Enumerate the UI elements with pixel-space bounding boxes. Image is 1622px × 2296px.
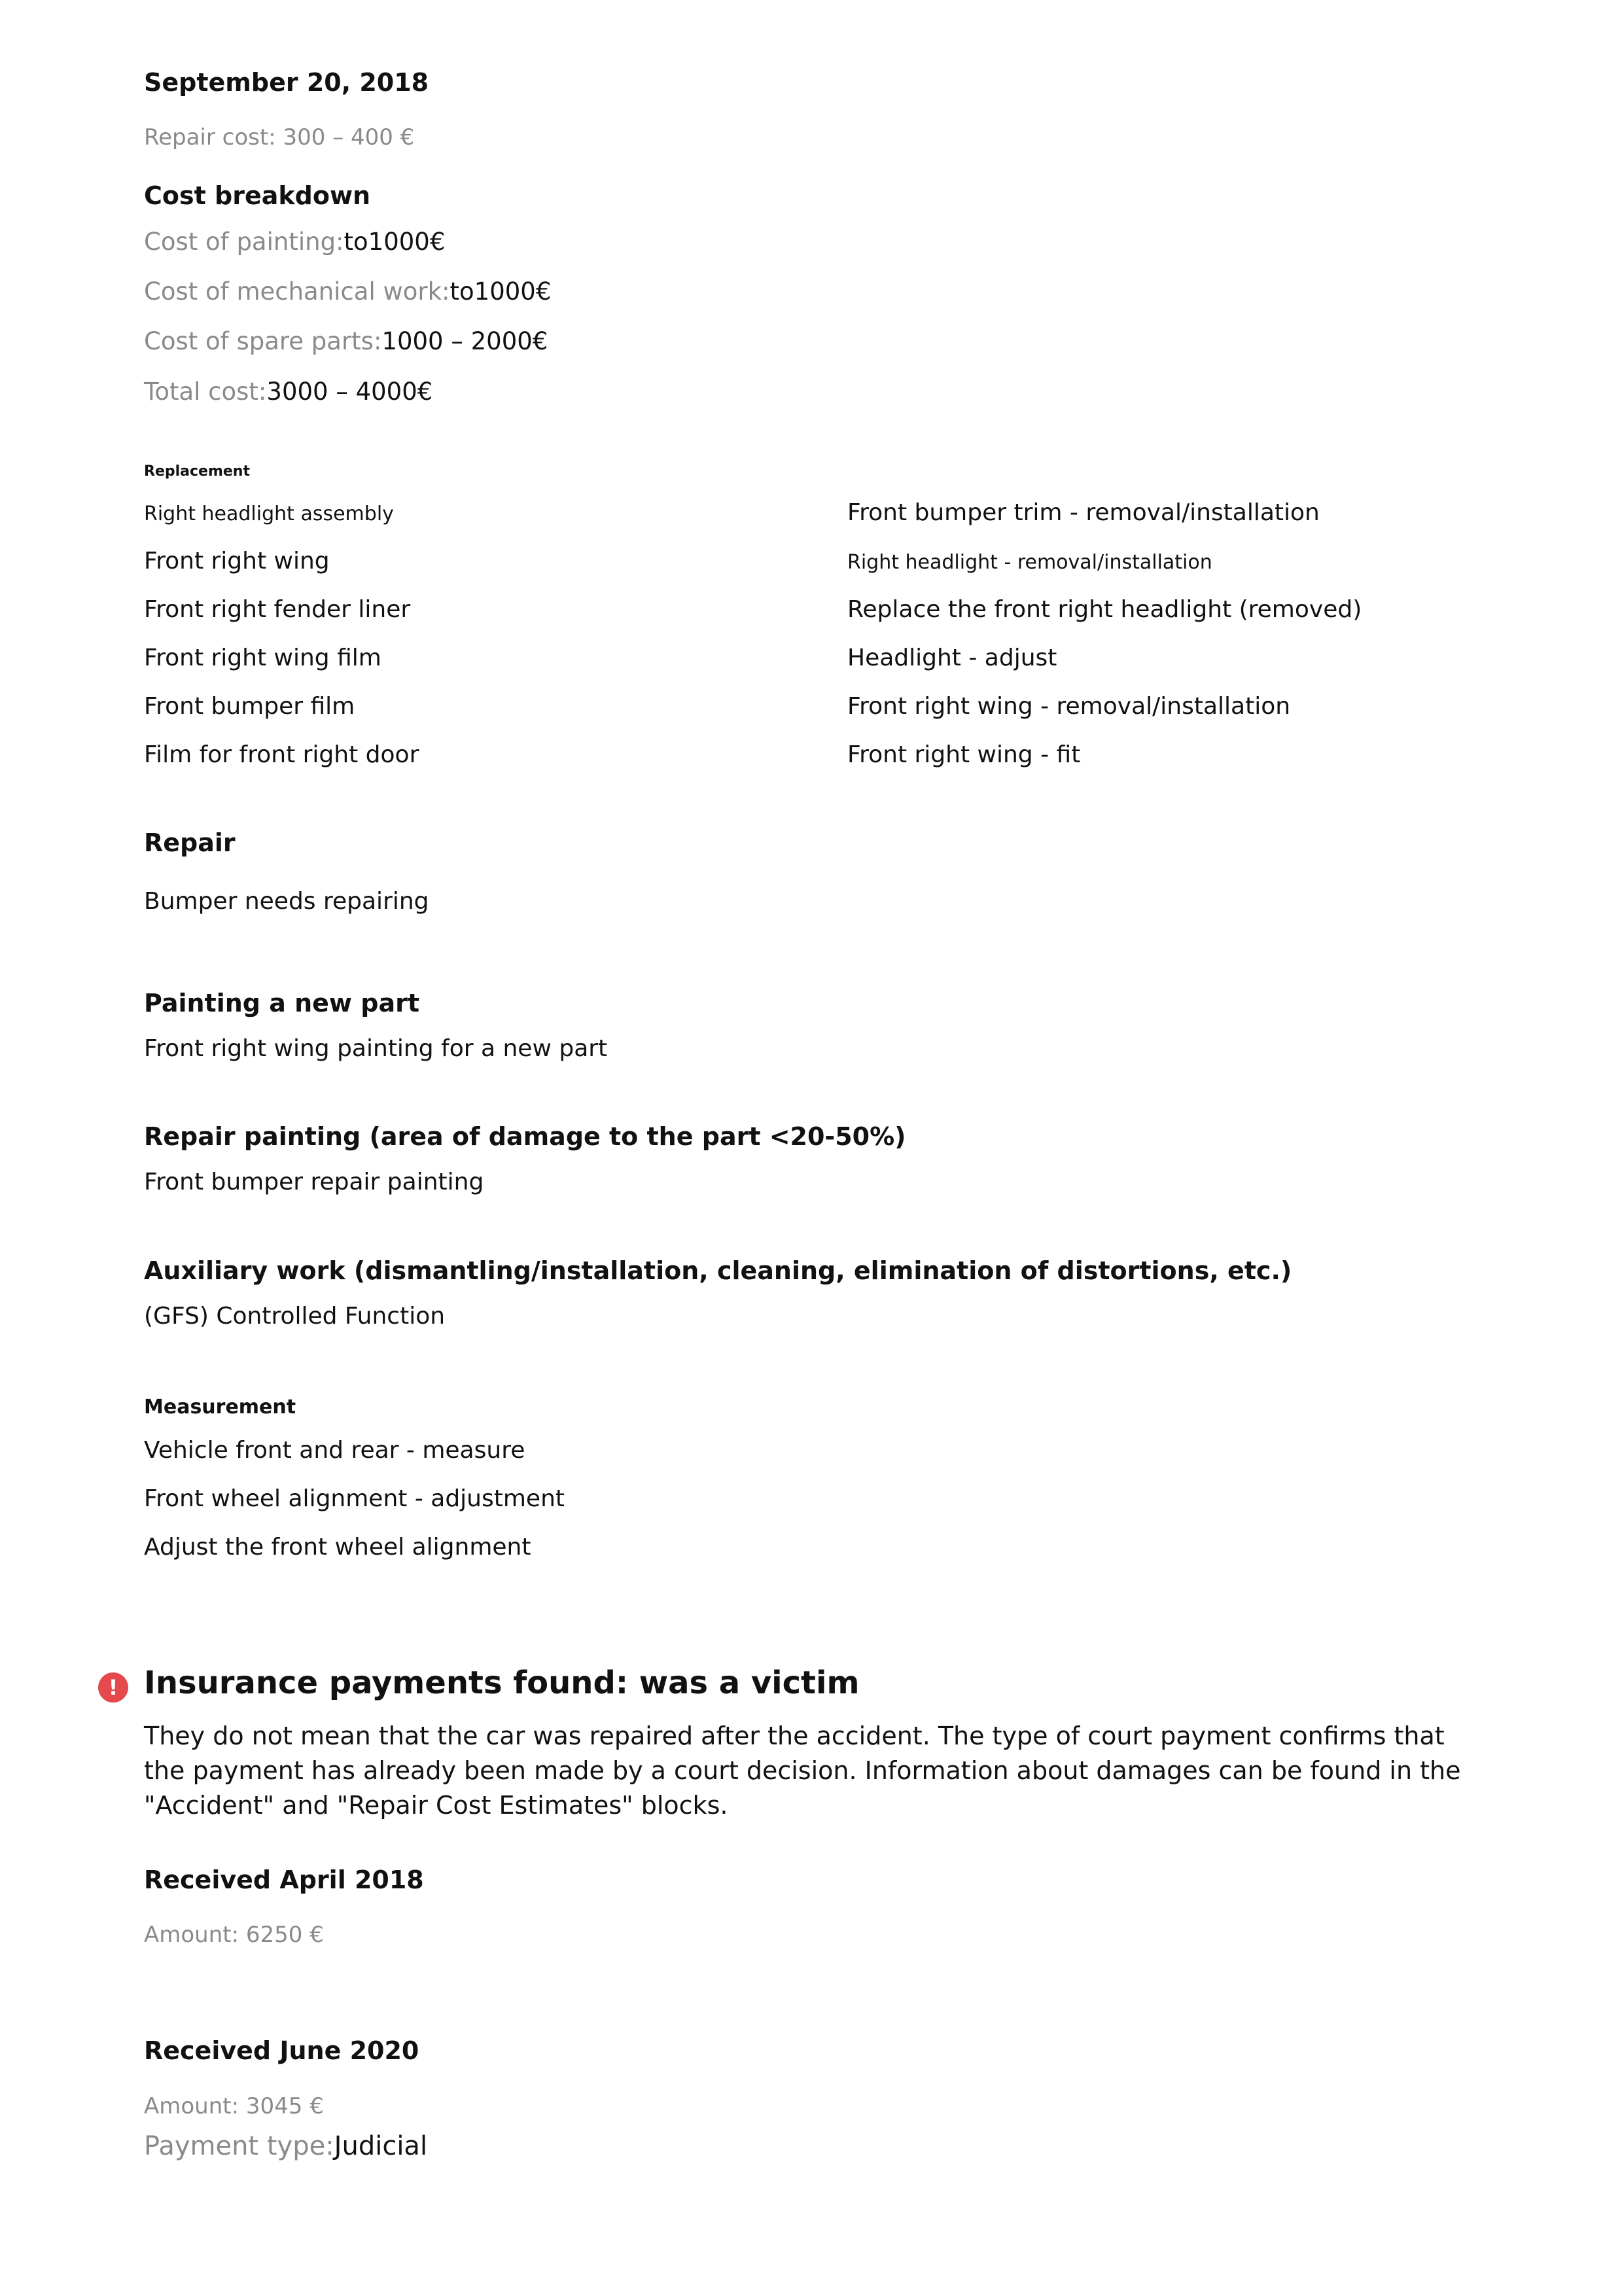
repair-title: Repair [144, 828, 236, 857]
payment-type [144, 2131, 427, 2161]
replacement-right-item: Front right wing - fit [847, 741, 1081, 768]
insurance-title: Insurance payments found: was a victim [144, 1665, 860, 1701]
cost-row-spare-parts [144, 327, 548, 355]
insurance-description: They do not mean that the car was repaired after the accident. The type of court payment confirms that the payment has already been made by a court decision. Information about damages can be found in the "Accident" and "Repair Cost Estimates" blocks. [144, 1722, 1461, 1820]
replacement-right-item: Right headlight - removal/installation [847, 551, 1212, 574]
cost-row-painting [144, 228, 445, 256]
replacement-left-item: Right headlight assembly [144, 503, 394, 525]
replacement-left-item: Front bumper film [144, 693, 355, 720]
measurement-item: Front wheel alignment - adjustment [144, 1485, 565, 1512]
cost-label: Cost of spare parts: [144, 327, 382, 355]
repair-painting-item: Front bumper repair painting [144, 1169, 484, 1195]
payment-type-value: Judicial [334, 2131, 428, 2161]
painting-new-title: Painting a new part [144, 989, 420, 1017]
cost-value: to1000€ [344, 228, 446, 256]
cost-value: 1000 – 2000€ [381, 327, 548, 355]
measurement-title: Measurement [144, 1396, 296, 1419]
painting-new-item: Front right wing painting for a new part [144, 1035, 608, 1062]
replacement-right-item: Headlight - adjust [847, 645, 1057, 671]
replacement-left-item: Front right fender liner [144, 596, 411, 623]
cost-breakdown-title: Cost breakdown [144, 181, 371, 210]
auxiliary-title: Auxiliary work (dismantling/installation, cleaning, elimination of distortions, etc.) [144, 1256, 1292, 1285]
cost-row-mechanical [144, 277, 551, 306]
measurement-item: Adjust the front wheel alignment [144, 1534, 531, 1561]
repair-painting-title: Repair painting (area of damage to the part <20-50%) [144, 1122, 906, 1151]
repair-item: Bumper needs repairing [144, 888, 429, 915]
cost-row-total [144, 378, 432, 406]
cost-label: Total cost: [144, 378, 267, 406]
replacement-left-item: Front right wing [144, 548, 330, 574]
replacement-right-item: Front bumper trim - removal/installation [847, 499, 1320, 526]
exclamation-icon: ! [98, 1672, 128, 1703]
replacement-left-item: Front right wing film [144, 645, 381, 671]
payment-title: Received June 2020 [144, 2036, 419, 2065]
measurement-item: Vehicle front and rear - measure [144, 1437, 525, 1464]
repair-cost: Repair cost: 300 – 400 € [144, 124, 415, 150]
replacement-right-item: Front right wing - removal/installation [847, 693, 1291, 720]
cost-value: to1000€ [450, 277, 552, 306]
replacement-left-item: Film for front right door [144, 741, 419, 768]
payment-title: Received April 2018 [144, 1865, 424, 1894]
payment-type-label: Payment type: [144, 2131, 334, 2161]
payment-amount: Amount: 6250 € [144, 1922, 324, 1948]
estimate-date: September 20, 2018 [144, 68, 429, 97]
auxiliary-item: (GFS) Controlled Function [144, 1303, 446, 1330]
cost-label: Cost of painting: [144, 228, 344, 256]
cost-label: Cost of mechanical work: [144, 277, 450, 306]
replacement-title: Replacement [144, 463, 250, 480]
replacement-right-item: Replace the front right headlight (removed) [847, 596, 1362, 623]
payment-amount: Amount: 3045 € [144, 2093, 324, 2119]
cost-value: 3000 – 4000€ [266, 378, 433, 406]
